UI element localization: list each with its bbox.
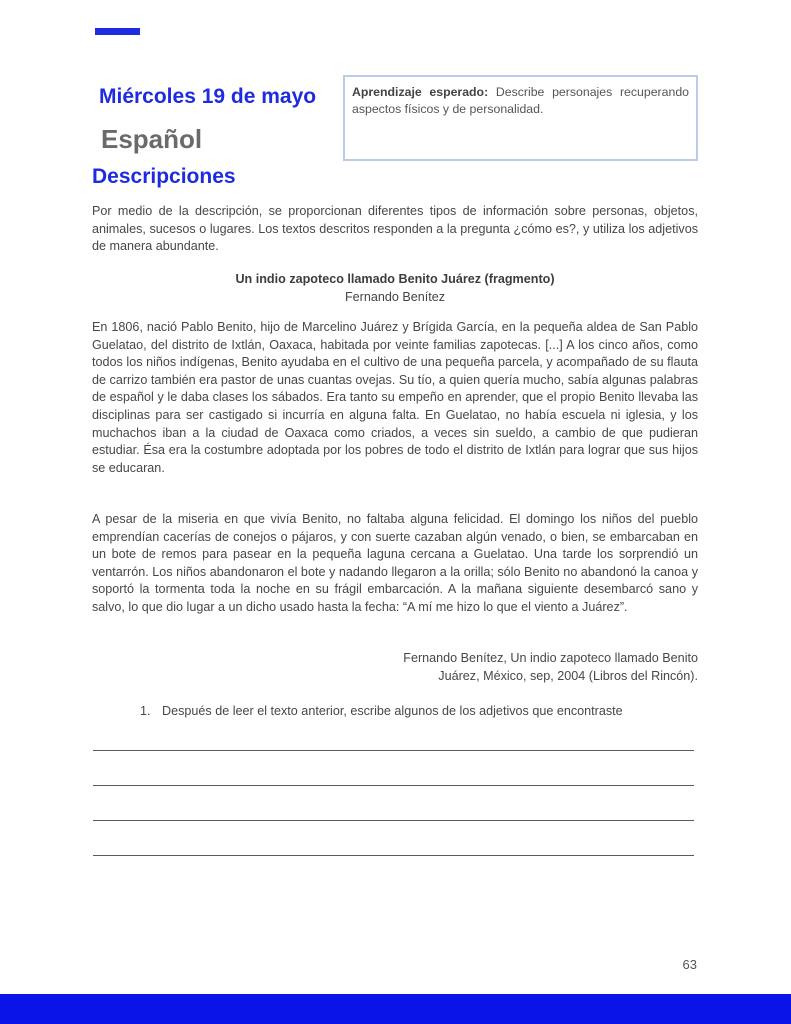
page-number: 63 <box>682 957 697 972</box>
top-accent-bar <box>95 28 140 35</box>
question-number: 1. <box>140 704 151 718</box>
question-text: Después de leer el texto anterior, escribe algunos de los adjetivos que encontraste <box>162 704 623 718</box>
reading-title: Un indio zapoteco llamado Benito Juárez (fragmento) <box>235 272 555 286</box>
bottom-band <box>0 994 791 1024</box>
aprendizaje-label: Aprendizaje esperado: <box>352 85 489 99</box>
aprendizaje-esperado-box <box>343 75 698 161</box>
answer-line-3[interactable] <box>93 820 694 821</box>
answer-line-2[interactable] <box>93 785 694 786</box>
citation-line-1: Fernando Benítez, Un indio zapoteco llamado Benito <box>403 651 698 665</box>
lesson-date: Miércoles 19 de mayo <box>99 85 317 108</box>
aprendizaje-text: Describe personajes recuperando aspectos físicos y de personalidad. <box>352 85 689 116</box>
answer-line-1[interactable] <box>93 750 694 751</box>
citation-line-2: Juárez, México, sep, 2004 (Libros del Rincón). <box>438 669 698 683</box>
intro-paragraph: Por medio de la descripción, se proporcionan diferentes tipos de información sobre personas, objetos, animales, sucesos o lugares. Los textos descritos responden a la pregunta ¿cómo es?, y utiliza los adjetivos de manera abundante. <box>92 204 698 254</box>
reading-paragraph-2: A pesar de la miseria en que vivía Benito, no faltaba alguna felicidad. El domingo los niños del pueblo emprendían cacerías de conejos o pájaros, y con suerte cazaban algún venado, o bien, se embarcaban en un bote de remos para pasear en la pequeña laguna cercana a Guelatao. Una tarde los sorprendió un ventarrón. Los niños abandonaron el bote y nadando llegaron a la orilla; sólo Benito no abandonó la canoa y soportó la tormenta toda la noche en su frágil embarcación. A la mañana siguiente desembarcó sano y salvo, lo que dio lugar a un dicho usado hasta la fecha: “A mí me hizo lo que el viento a Juárez”. <box>92 512 698 614</box>
question-1 <box>140 704 623 718</box>
reading-paragraph-1: En 1806, nació Pablo Benito, hijo de Marcelino Juárez y Brígida García, en la pequeña aldea de San Pablo Guelatao, del distrito de Ixtlán, Oaxaca, habitada por veinte familias zapotecas. [...] A los cinco años, como todos los niños indígenas, Benito ayudaba en el cultivo de una pequeña parcela, y acompañado de su flauta de carrizo también era pastor de unas cuantas ovejas. Su tío, a quien quería mucho, sabía algunas palabras de español y le daba clases los sábados. Era tanto su empeño en aprender, que el propio Benito llevaba las disciplinas para ser castigado si incurría en alguna falta. En Guelatao, no había escuela ni iglesia, y los muchachos iban a la ciudad de Oaxaca como criados, a veces sin sueldo, a cambio de que pudieran estudiar. Ésa era la costumbre adoptada por los pobres de todo el distrito de Ixtlán para lograr que sus hijos se educaran. <box>92 320 698 475</box>
section-title: Descripciones <box>92 165 236 188</box>
subject-title: Español <box>101 124 203 154</box>
answer-line-4[interactable] <box>93 855 694 856</box>
reading-author: Fernando Benítez <box>344 290 446 304</box>
